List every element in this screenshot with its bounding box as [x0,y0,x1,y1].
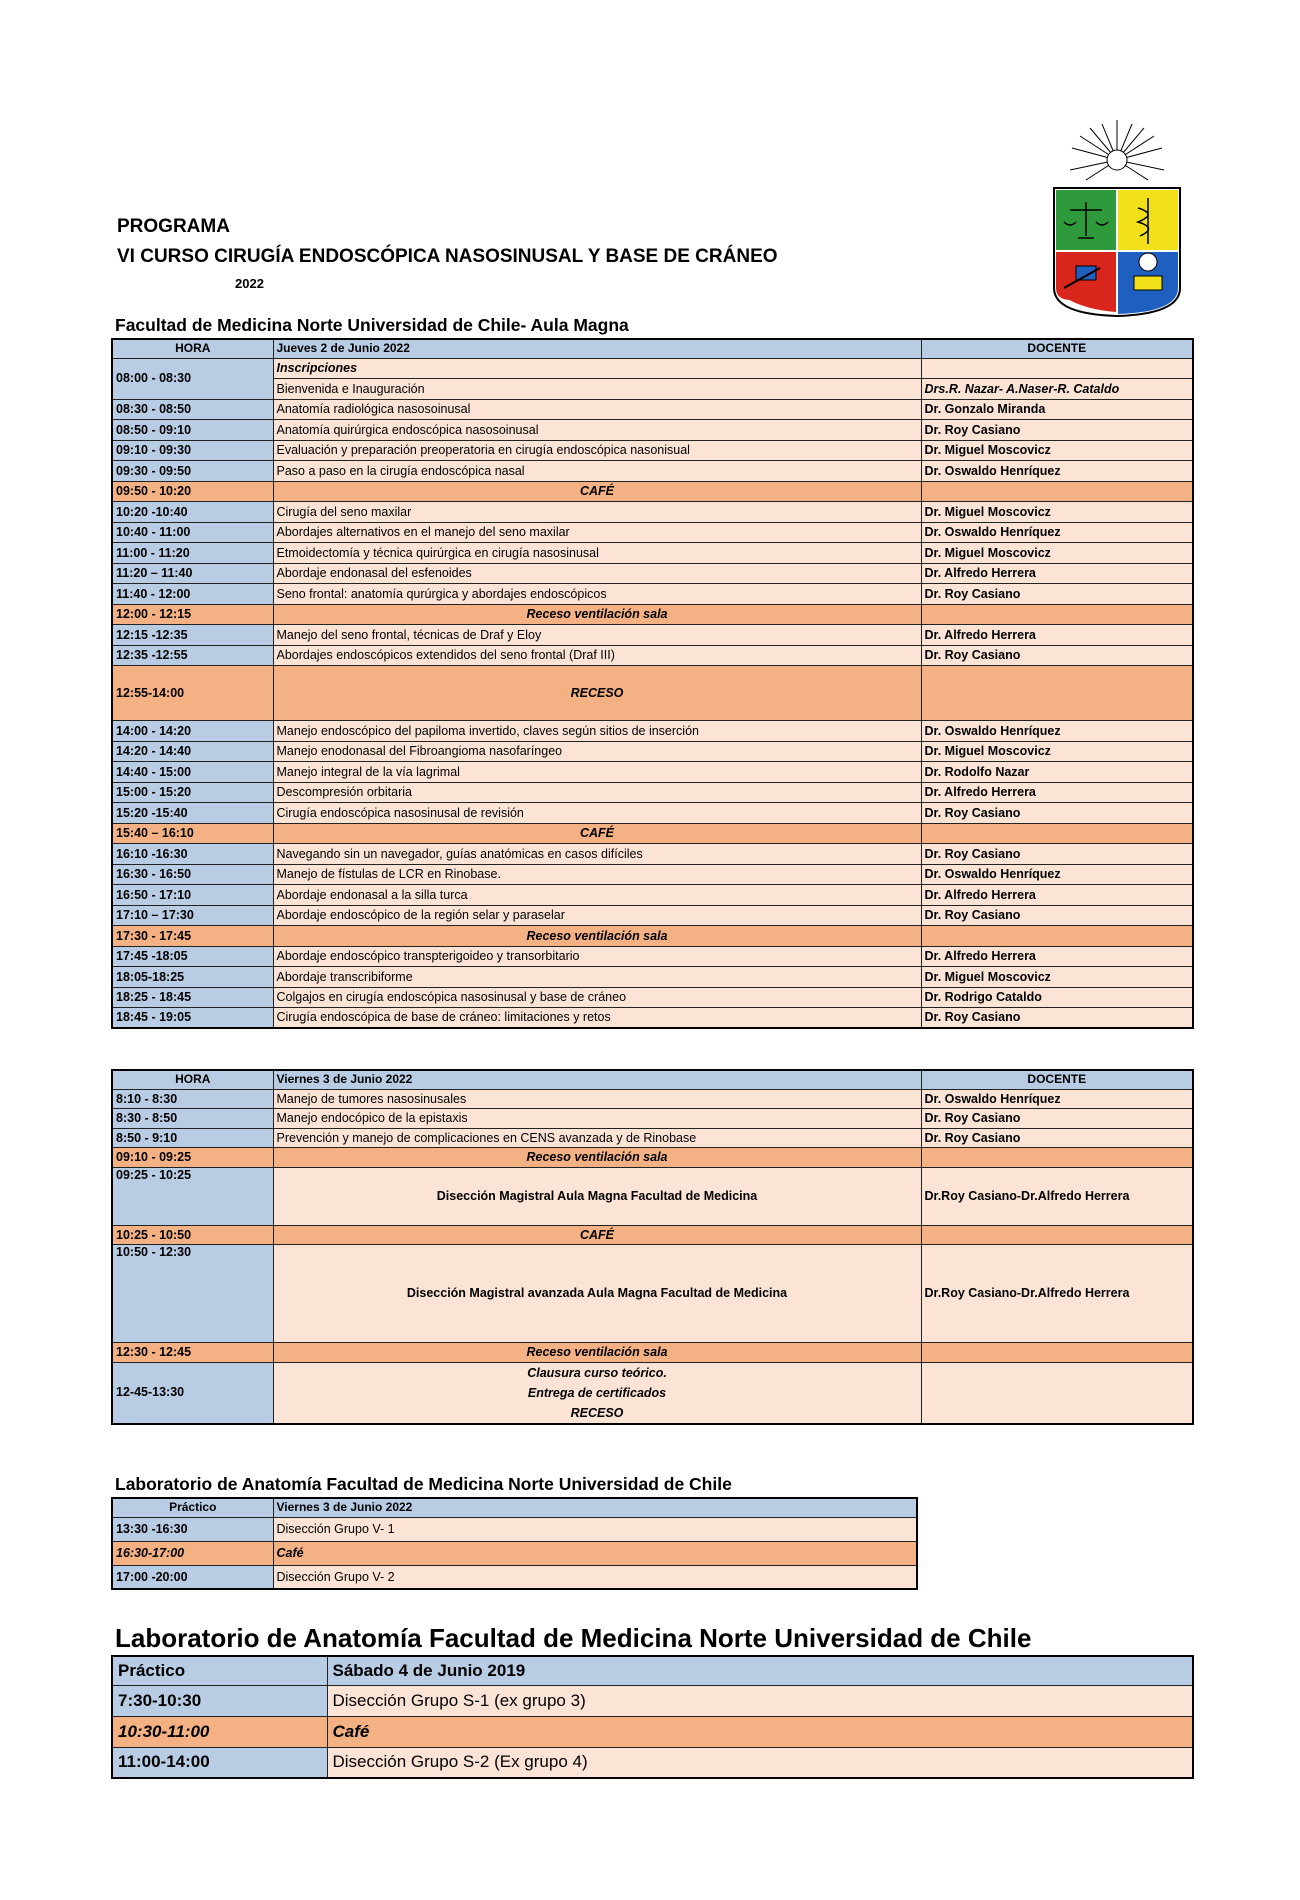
time-cell: 09:10 - 09:30 [112,440,273,461]
docente-cell [921,823,1193,844]
time-cell: 12:55-14:00 [112,666,273,721]
schedule-row [112,885,1193,906]
activity-cell: Receso ventilación sala [273,1148,921,1168]
docente-cell: Dr. Miguel Moscovicz [921,502,1193,523]
docente-cell: Dr. Roy Casiano [921,1128,1193,1148]
time-cell: 18:05-18:25 [112,967,273,988]
docente-cell: Dr. Roy Casiano [921,645,1193,666]
schedule-row [112,1225,1193,1245]
activity-cell: Cirugía endoscópica de base de cráneo: limitaciones y retos [273,1008,921,1029]
course-title: VI CURSO CIRUGÍA ENDOSCÓPICA NASOSINUSAL Y BASE DE CRÁNEO [117,246,778,267]
activity-cell: Receso ventilación sala [273,926,921,947]
time-cell: 8:50 - 9:10 [112,1128,273,1148]
closing-line3: RECESO [570,1405,624,1420]
activity-cell: Manejo del seno frontal, técnicas de Draf y Eloy [273,625,921,646]
time-cell: 09:30 - 09:50 [112,461,273,482]
schedule-row [112,420,1193,441]
docente-cell: Dr. Miguel Moscovicz [921,967,1193,988]
docente-cell: Dr. Alfredo Herrera [921,563,1193,584]
activity-cell: Disección Magistral Aula Magna Facultad de Medicina [273,1167,921,1225]
activity-cell: Cirugía endoscópica nasosinusal de revisión [273,803,921,824]
lab-row [112,1517,917,1541]
activity-cell: Abordaje transcribiforme [273,967,921,988]
schedule-row [112,1167,1193,1225]
time-cell: 11:40 - 12:00 [112,584,273,605]
docente-cell: Dr. Miguel Moscovicz [921,440,1193,461]
time-cell: 15:00 - 15:20 [112,782,273,803]
schedule-row [112,563,1193,584]
lab-row [112,1716,1193,1747]
docente-cell: Dr. Miguel Moscovicz [921,741,1193,762]
docente-cell: Dr. Alfredo Herrera [921,885,1193,906]
activity-cell: Anatomía radiológica nasosoinusal [273,399,921,420]
docente-cell [921,1362,1193,1424]
docente-cell: Dr. Alfredo Herrera [921,625,1193,646]
schedule-row [112,782,1193,803]
schedule-row [112,967,1193,988]
docente-cell: Dr. Oswaldo Henríquez [921,1089,1193,1109]
docente-cell: Dr. Oswaldo Henríquez [921,522,1193,543]
activity-cell: Colgajos en cirugía endoscópica nasosinusal y base de cráneo [273,987,921,1008]
time-cell: 17:30 - 17:45 [112,926,273,947]
time-cell: 12-45-13:30 [112,1362,273,1424]
activity-cell: Anatomía quirúrgica endoscópica nasosoinusal [273,420,921,441]
activity-cell: Descompresión orbitaria [273,782,921,803]
time-cell: 17:10 – 17:30 [112,905,273,926]
docente-cell: Dr. Roy Casiano [921,1008,1193,1029]
time-cell: 13:30 -16:30 [112,1517,273,1541]
lab-row [112,1747,1193,1778]
time-cell: 17:00 -20:00 [112,1565,273,1589]
schedule-row [112,358,1193,379]
docente-cell: Dr. Roy Casiano [921,803,1193,824]
schedule-row [112,946,1193,967]
lab-row [112,1565,917,1589]
time-cell: 14:00 - 14:20 [112,721,273,742]
time-cell: 14:20 - 14:40 [112,741,273,762]
time-cell: 12:30 - 12:45 [112,1343,273,1363]
time-cell: 10:25 - 10:50 [112,1225,273,1245]
col-docente-header: DOCENTE [921,1070,1193,1089]
time-cell: 15:20 -15:40 [112,803,273,824]
time-cell: 16:30 - 16:50 [112,864,273,885]
activity-cell: Disección Grupo S-2 (Ex grupo 4) [327,1747,1193,1778]
activity-cell: Manejo integral de la vía lagrimal [273,762,921,783]
docente-cell [921,1343,1193,1363]
activity-cell: Receso ventilación sala [273,604,921,625]
docente-cell [921,1225,1193,1245]
schedule-row [112,864,1193,885]
docente-cell: Dr. Oswaldo Henríquez [921,864,1193,885]
table-header-row [112,339,1193,358]
time-cell: 15:40 – 16:10 [112,823,273,844]
docente-cell [921,481,1193,502]
schedule-row [112,926,1193,947]
time-cell: 10:30-11:00 [112,1716,327,1747]
closing-line2: Entrega de certificados [527,1385,667,1400]
activity-cell: Paso a paso en la cirugía endoscópica nasal [273,461,921,482]
schedule-row [112,645,1193,666]
time-cell: 14:40 - 15:00 [112,762,273,783]
activity-cell: Bienvenida e Inauguración [273,379,921,400]
col-day-header: Viernes 3 de Junio 2022 [273,1498,917,1517]
schedule-row [112,1109,1193,1129]
schedule-row [112,1128,1193,1148]
activity-cell: Seno frontal: anatomía qurúrgica y abordajes endoscópicos [273,584,921,605]
schedule-row [112,762,1193,783]
activity-cell: Disección Grupo S-1 (ex grupo 3) [327,1685,1193,1716]
col-docente-header: DOCENTE [921,339,1193,358]
time-cell: 11:20 – 11:40 [112,563,273,584]
docente-cell [921,926,1193,947]
docente-cell: Dr.Roy Casiano-Dr.Alfredo Herrera [921,1245,1193,1343]
lab2-table [111,1655,1194,1779]
activity-cell: Café [273,1541,917,1565]
activity-cell: CAFÉ [273,481,921,502]
docente-cell [921,358,1193,379]
activity-cell: Manejo enodonasal del Fibroangioma nasofaríngeo [273,741,921,762]
table-header-row [112,1070,1193,1089]
schedule-row [112,604,1193,625]
time-cell: 10:20 -10:40 [112,502,273,523]
activity-cell: Receso ventilación sala [273,1343,921,1363]
lab1-title: Laboratorio de Anatomía Facultad de Medicina Norte Universidad de Chile [115,1474,732,1494]
schedule-row [112,666,1193,721]
activity-cell: Abordajes endoscópicos extendidos del seno frontal (Draf III) [273,645,921,666]
time-cell: 10:40 - 11:00 [112,522,273,543]
activity-cell: CAFÉ [273,823,921,844]
schedule-row [112,1008,1193,1029]
activity-cell: Etmoidectomía y técnica quirúrgica en cirugía nasosinusal [273,543,921,564]
table-header-row [112,1498,917,1517]
docente-cell [921,1148,1193,1168]
activity-cell: Abordaje endonasal del esfenoides [273,563,921,584]
activity-cell: Navegando sin un navegador, guías anatómicas en casos difíciles [273,844,921,865]
col-day-header: Viernes 3 de Junio 2022 [273,1070,921,1089]
time-cell: 17:45 -18:05 [112,946,273,967]
schedule-row [112,440,1193,461]
activity-cell: Manejo endoscópico del papiloma invertido, claves según sitios de inserción [273,721,921,742]
schedule-row [112,481,1193,502]
docente-cell: Dr. Roy Casiano [921,584,1193,605]
activity-cell: CAFÉ [273,1225,921,1245]
schedule-table-friday [111,1069,1194,1425]
activity-cell: Manejo endocópico de la epistaxis [273,1109,921,1129]
schedule-table-thursday [111,338,1194,1029]
time-cell: 11:00-14:00 [112,1747,327,1778]
time-cell: 8:10 - 8:30 [112,1089,273,1109]
time-cell: 10:50 - 12:30 [112,1245,273,1343]
activity-cell: Evaluación y preparación preoperatoria en cirugía endoscópica nasonisual [273,440,921,461]
schedule-row [112,823,1193,844]
schedule-row [112,803,1193,824]
lab2-title: Laboratorio de Anatomía Facultad de Medicina Norte Universidad de Chile [115,1623,1032,1653]
time-cell: 09:25 - 10:25 [112,1167,273,1225]
docente-cell: Dr. Miguel Moscovicz [921,543,1193,564]
schedule-row [112,905,1193,926]
docente-cell: Dr. Alfredo Herrera [921,946,1193,967]
schedule-row [112,1343,1193,1363]
docente-cell [921,666,1193,721]
activity-cell: Disección Magistral avanzada Aula Magna Facultad de Medicina [273,1245,921,1343]
col-day-header: Jueves 2 de Junio 2022 [273,339,921,358]
schedule-row [112,1148,1193,1168]
schedule-row [112,741,1193,762]
activity-cell: Inscripciones [273,358,921,379]
lab-row [112,1685,1193,1716]
schedule-row [112,1089,1193,1109]
schedule-row [112,379,1193,400]
docente-cell: Dr. Roy Casiano [921,420,1193,441]
time-cell: 16:10 -16:30 [112,844,273,865]
time-cell: 12:00 - 12:15 [112,604,273,625]
docente-cell: Dr. Rodrigo Cataldo [921,987,1193,1008]
docente-cell: Dr. Oswaldo Henríquez [921,461,1193,482]
time-cell: 09:10 - 09:25 [112,1148,273,1168]
time-cell: 16:30-17:00 [112,1541,273,1565]
docente-cell: Dr. Rodolfo Nazar [921,762,1193,783]
schedule-row [112,844,1193,865]
activity-cell: Disección Grupo V- 1 [273,1517,917,1541]
activity-cell: Abordaje endonasal a la silla turca [273,885,921,906]
schedule-row [112,399,1193,420]
activity-cell: Abordajes alternativos en el manejo del seno maxilar [273,522,921,543]
time-cell: 11:00 - 11:20 [112,543,273,564]
university-crest-logo [1050,118,1185,318]
docente-cell: Dr. Roy Casiano [921,844,1193,865]
docente-cell: Dr. Oswaldo Henríquez [921,721,1193,742]
activity-cell: Cirugía del seno maxilar [273,502,921,523]
col-practico-header: Práctico [112,1656,327,1685]
schedule-row [112,584,1193,605]
col-day-header: Sábado 4 de Junio 2019 [327,1656,1193,1685]
section1-title: Facultad de Medicina Norte Universidad de Chile- Aula Magna [115,315,629,335]
time-cell: 08:50 - 09:10 [112,420,273,441]
activity-cell: Café [327,1716,1193,1747]
docente-cell: Dr. Roy Casiano [921,905,1193,926]
time-cell: 18:45 - 19:05 [112,1008,273,1029]
col-hora-header: HORA [112,1070,273,1089]
col-practico-header: Práctico [112,1498,273,1517]
activity-cell: RECESO [273,666,921,721]
time-cell: 16:50 - 17:10 [112,885,273,906]
time-cell: 08:00 - 08:30 [112,358,273,399]
schedule-row [112,522,1193,543]
schedule-row [112,625,1193,646]
lab-row [112,1541,917,1565]
docente-cell: Dr. Gonzalo Miranda [921,399,1193,420]
closing-activity-cell [273,1362,921,1424]
time-cell: 12:35 -12:55 [112,645,273,666]
docente-cell: Dr.Roy Casiano-Dr.Alfredo Herrera [921,1167,1193,1225]
table-header-row [112,1656,1193,1685]
time-cell: 09:50 - 10:20 [112,481,273,502]
schedule-row [112,461,1193,482]
lab1-table [111,1497,918,1590]
time-cell: 8:30 - 8:50 [112,1109,273,1129]
docente-cell: Drs.R. Nazar- A.Naser-R. Cataldo [921,379,1193,400]
docente-cell: Dr. Alfredo Herrera [921,782,1193,803]
time-cell: 18:25 - 18:45 [112,987,273,1008]
activity-cell: Abordaje endoscópico de la región selar y paraselar [273,905,921,926]
activity-cell: Manejo de fístulas de LCR en Rinobase. [273,864,921,885]
schedule-row [112,543,1193,564]
activity-cell: Manejo de tumores nasosinusales [273,1089,921,1109]
course-year: 2022 [235,276,264,291]
activity-cell: Prevención y manejo de complicaciones en CENS avanzada y de Rinobase [273,1128,921,1148]
schedule-row [112,1245,1193,1343]
time-cell: 08:30 - 08:50 [112,399,273,420]
time-cell: 12:15 -12:35 [112,625,273,646]
time-cell: 7:30-10:30 [112,1685,327,1716]
docente-cell: Dr. Roy Casiano [921,1109,1193,1129]
activity-cell: Disección Grupo V- 2 [273,1565,917,1589]
schedule-row [112,721,1193,742]
docente-cell [921,604,1193,625]
program-label: PROGRAMA [117,216,230,237]
closing-line1: Clausura curso teórico. [527,1365,667,1380]
schedule-row [112,987,1193,1008]
col-hora-header: HORA [112,339,273,358]
activity-cell: Abordaje endoscópico transpterigoideo y transorbitario [273,946,921,967]
closing-row [112,1362,1193,1424]
schedule-row [112,502,1193,523]
